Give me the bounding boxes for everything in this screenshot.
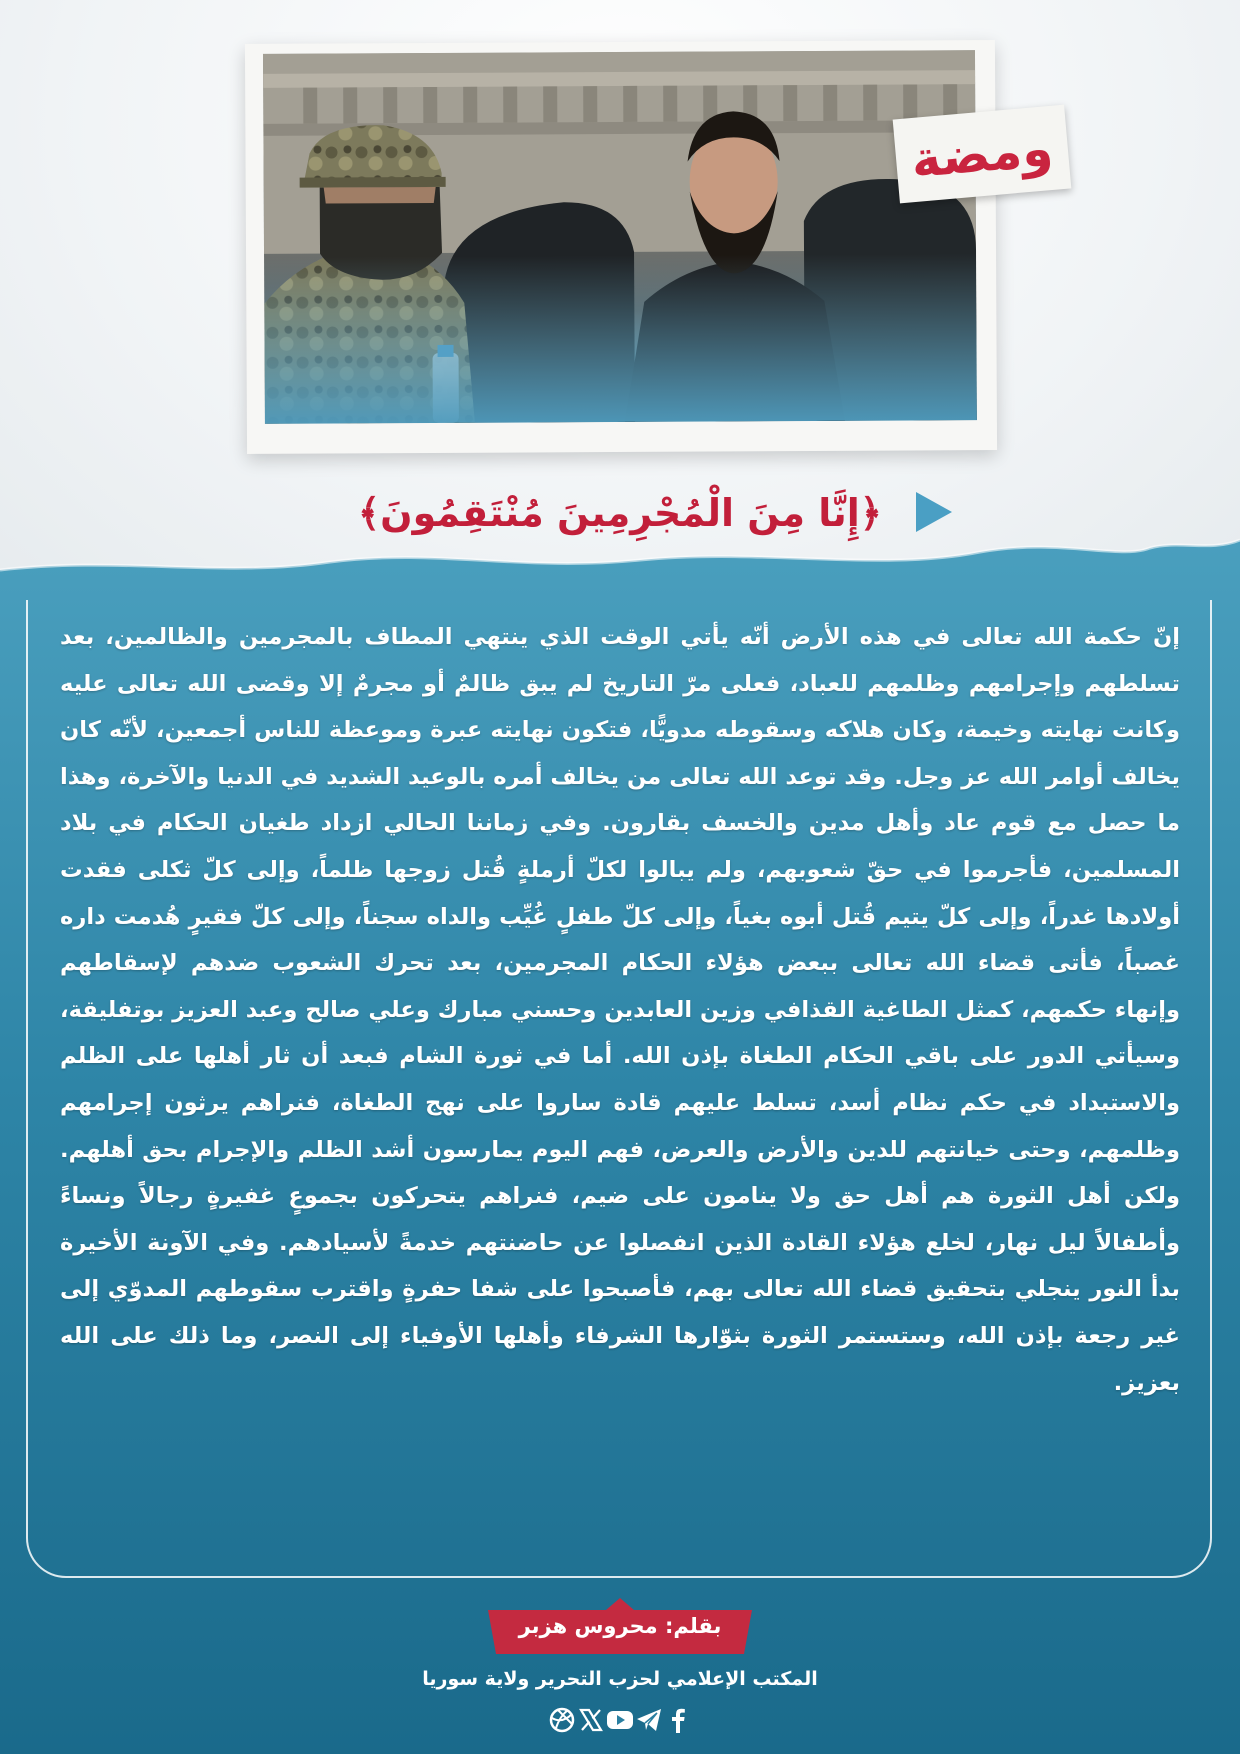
x-icon[interactable]	[577, 1706, 605, 1734]
author-name: بقلم: محروس هزبر	[518, 1614, 722, 1638]
website-icon[interactable]	[548, 1706, 576, 1734]
telegram-icon[interactable]	[635, 1706, 663, 1734]
brand-logo-text: ومضة	[908, 118, 1056, 190]
photo-card	[245, 40, 997, 454]
youtube-icon[interactable]	[606, 1706, 634, 1734]
article-body: إنّ حكمة الله تعالى في هذه الأرض أنّه يأتي الوقت الذي ينتهي المطاف بالمجرمين والظالمين، بعد تسلطهم وإجرامهم وظلمهم للعباد، فعلى مرّ التاريخ لم يبق ظالمٌ أو مجرمٌ إلا وقضى الله تعالى عليه وكانت نهايته وخيمة، وكان هلاكه وسقوطه مدويًّا، فتكون نهايته عبرة وموعظة للناس أجمعين، لأنّه كان يخالف أوامر الله عز وجل. وقد توعد الله تعالى من يخالف أمره بالوعيد الشديد في الدنيا والآخرة، وهذا ما حصل مع قوم عاد وأهل مدين والخسف بقارون. وفي زماننا الحالي ازداد طغيان الحكام في بلاد المسلمين، فأجرموا في حقّ شعوبهم، ولم يبالوا لكلّ أرملةٍ قُتل زوجها ظلماً، وإلى كلّ ثكلى فقدت أولادها غدراً، وإلى كلّ يتيم قُتل أبوه بغياً، وإلى كلّ طفلٍ غُيِّب والداه سجناً، وإلى كلّ فقيرٍ هُدمت داره غصباً، فأتى قضاء الله تعالى ببعض هؤلاء الحكام المجرمين، بعد تحرك الشعوب ضدهم لإسقاطهم وإنهاء حكمهم، كمثل الطاغية القذافي وزين العابدين وحسني مبارك وعلي صالح وعبد العزيز بوتفليقة، وسيأتي الدور على باقي الحكام الطغاة بإذن الله. أما في ثورة الشام فبعد أن ثار أهلها على الظلم والاستبداد في حكم نظام أسد، تسلط عليهم قادة ساروا على نهج الطغاة، فنراهم يرثون إجرامهم وظلمهم، وحتى خيانتهم للدين والأرض والعرض، فهم اليوم يمارسون أشد الظلم والإجرام بحق أهلهم. ولكن أهل الثورة هم أهل حق ولا ينامون على ضيم، فنراهم يتحركون بجموعٍ غفيرةٍ رجالاً ونساءً وأطفالاً ليل نهار، لخلع هؤلاء القادة الذين انفصلوا عن حاضنتهم خدمةً لأسيادهم. وفي الآونة الأخيرة بدأ النور ينجلي بتحقيق قضاء الله تعالى بهم، فأصبحوا على شفا حفرةٍ واقترب سقوطهم المدوّي إلى غير رجعة بإذن الله، وستستمر الثورة بثوّارها الشرفاء وأهلها الأوفياء إلى النصر، وما ذلك على الله بعزيز.	[60, 624, 1180, 1396]
news-photo	[263, 50, 977, 424]
verse-title: ﴿إِنَّا مِنَ الْمُجْرِمِينَ مُنْتَقِمُونَ﴾	[357, 491, 883, 535]
social-icons	[548, 1706, 692, 1734]
brand-logo	[893, 105, 1072, 204]
media-office: المكتب الإعلامي لحزب التحرير ولاية سوريا	[422, 1668, 818, 1690]
author-ribbon	[488, 1598, 752, 1654]
facebook-icon[interactable]	[664, 1706, 692, 1734]
title-row	[0, 478, 1240, 548]
